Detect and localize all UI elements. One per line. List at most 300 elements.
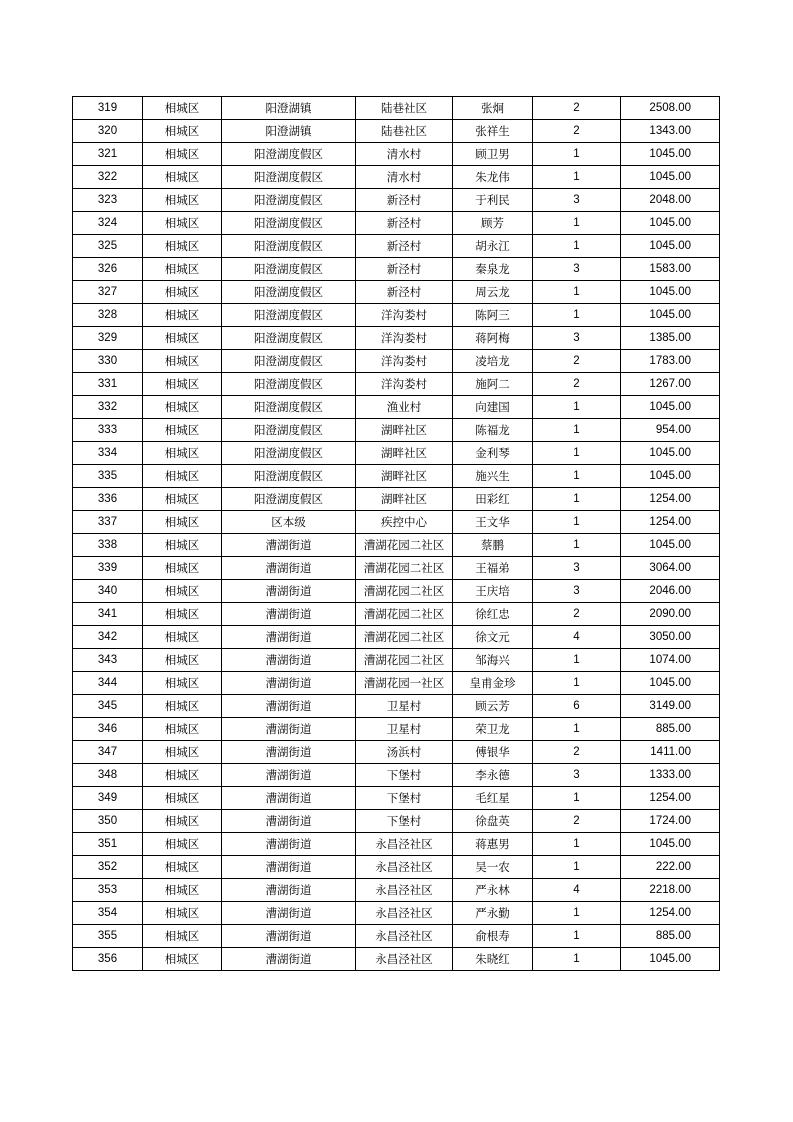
amount-cell: 1267.00 — [621, 373, 720, 396]
table-row — [73, 902, 720, 925]
household-count-cell: 1 — [533, 902, 621, 925]
district-cell: 相城区 — [143, 856, 222, 879]
table-row — [73, 695, 720, 718]
name-cell: 王文华 — [453, 511, 533, 534]
district-cell: 相城区 — [143, 258, 222, 281]
amount-cell: 3050.00 — [621, 626, 720, 649]
town-cell: 阳澄湖度假区 — [222, 419, 356, 442]
name-cell: 秦泉龙 — [453, 258, 533, 281]
town-cell: 阳澄湖度假区 — [222, 350, 356, 373]
row-number-cell: 353 — [73, 879, 143, 902]
town-cell: 漕湖街道 — [222, 649, 356, 672]
district-cell: 相城区 — [143, 442, 222, 465]
name-cell: 傅银华 — [453, 741, 533, 764]
amount-cell: 1045.00 — [621, 212, 720, 235]
table-row — [73, 741, 720, 764]
community-cell: 湖畔社区 — [356, 488, 453, 511]
community-cell: 永昌泾社区 — [356, 856, 453, 879]
row-number-cell: 330 — [73, 350, 143, 373]
household-count-cell: 2 — [533, 373, 621, 396]
name-cell: 毛红星 — [453, 787, 533, 810]
district-cell: 相城区 — [143, 143, 222, 166]
amount-cell: 2218.00 — [621, 879, 720, 902]
name-cell: 陈阿三 — [453, 304, 533, 327]
table-row — [73, 258, 720, 281]
name-cell: 周云龙 — [453, 281, 533, 304]
community-cell: 陆巷社区 — [356, 120, 453, 143]
amount-cell: 1045.00 — [621, 281, 720, 304]
community-cell: 卫星村 — [356, 695, 453, 718]
town-cell: 漕湖街道 — [222, 672, 356, 695]
data-table — [72, 96, 720, 971]
household-count-cell: 1 — [533, 166, 621, 189]
community-cell: 新泾村 — [356, 235, 453, 258]
name-cell: 俞根寿 — [453, 925, 533, 948]
row-number-cell: 355 — [73, 925, 143, 948]
district-cell: 相城区 — [143, 235, 222, 258]
name-cell: 张炯 — [453, 97, 533, 120]
table-row — [73, 833, 720, 856]
table-row — [73, 557, 720, 580]
row-number-cell: 349 — [73, 787, 143, 810]
community-cell: 湖畔社区 — [356, 465, 453, 488]
name-cell: 荣卫龙 — [453, 718, 533, 741]
name-cell: 皇甫金珍 — [453, 672, 533, 695]
town-cell: 区本级 — [222, 511, 356, 534]
town-cell: 漕湖街道 — [222, 948, 356, 971]
row-number-cell: 324 — [73, 212, 143, 235]
name-cell: 于利民 — [453, 189, 533, 212]
household-count-cell: 1 — [533, 718, 621, 741]
row-number-cell: 327 — [73, 281, 143, 304]
household-count-cell: 3 — [533, 557, 621, 580]
town-cell: 阳澄湖度假区 — [222, 166, 356, 189]
amount-cell: 1724.00 — [621, 810, 720, 833]
amount-cell: 1343.00 — [621, 120, 720, 143]
community-cell: 漕湖花园一社区 — [356, 672, 453, 695]
community-cell: 湖畔社区 — [356, 442, 453, 465]
row-number-cell: 323 — [73, 189, 143, 212]
table-row — [73, 419, 720, 442]
table-row — [73, 304, 720, 327]
table-row — [73, 442, 720, 465]
town-cell: 阳澄湖度假区 — [222, 281, 356, 304]
household-count-cell: 1 — [533, 787, 621, 810]
name-cell: 张祥生 — [453, 120, 533, 143]
town-cell: 漕湖街道 — [222, 879, 356, 902]
district-cell: 相城区 — [143, 649, 222, 672]
town-cell: 阳澄湖度假区 — [222, 488, 356, 511]
household-count-cell: 3 — [533, 580, 621, 603]
household-count-cell: 2 — [533, 350, 621, 373]
town-cell: 漕湖街道 — [222, 718, 356, 741]
table-row — [73, 281, 720, 304]
town-cell: 漕湖街道 — [222, 741, 356, 764]
row-number-cell: 356 — [73, 948, 143, 971]
row-number-cell: 319 — [73, 97, 143, 120]
name-cell: 陈福龙 — [453, 419, 533, 442]
amount-cell: 2090.00 — [621, 603, 720, 626]
town-cell: 阳澄湖度假区 — [222, 442, 356, 465]
household-count-cell: 1 — [533, 235, 621, 258]
row-number-cell: 328 — [73, 304, 143, 327]
row-number-cell: 340 — [73, 580, 143, 603]
community-cell: 新泾村 — [356, 212, 453, 235]
table-row — [73, 649, 720, 672]
name-cell: 严永林 — [453, 879, 533, 902]
name-cell: 王福弟 — [453, 557, 533, 580]
community-cell: 下堡村 — [356, 787, 453, 810]
district-cell: 相城区 — [143, 97, 222, 120]
amount-cell: 1074.00 — [621, 649, 720, 672]
table-row — [73, 396, 720, 419]
table-row — [73, 580, 720, 603]
table-row — [73, 879, 720, 902]
household-count-cell: 1 — [533, 925, 621, 948]
row-number-cell: 341 — [73, 603, 143, 626]
district-cell: 相城区 — [143, 925, 222, 948]
amount-cell: 1783.00 — [621, 350, 720, 373]
district-cell: 相城区 — [143, 534, 222, 557]
amount-cell: 1254.00 — [621, 488, 720, 511]
table-row — [73, 327, 720, 350]
row-number-cell: 351 — [73, 833, 143, 856]
community-cell: 新泾村 — [356, 281, 453, 304]
name-cell: 王庆培 — [453, 580, 533, 603]
amount-cell: 2046.00 — [621, 580, 720, 603]
district-cell: 相城区 — [143, 787, 222, 810]
name-cell: 向建国 — [453, 396, 533, 419]
community-cell: 漕湖花园二社区 — [356, 534, 453, 557]
town-cell: 阳澄湖度假区 — [222, 143, 356, 166]
community-cell: 漕湖花园二社区 — [356, 603, 453, 626]
name-cell: 蔡鹏 — [453, 534, 533, 557]
community-cell: 漕湖花园二社区 — [356, 580, 453, 603]
household-count-cell: 1 — [533, 948, 621, 971]
name-cell: 李永德 — [453, 764, 533, 787]
household-count-cell: 4 — [533, 879, 621, 902]
town-cell: 阳澄湖度假区 — [222, 465, 356, 488]
row-number-cell: 329 — [73, 327, 143, 350]
community-cell: 洋沟娄村 — [356, 304, 453, 327]
town-cell: 阳澄湖镇 — [222, 120, 356, 143]
table-row — [73, 787, 720, 810]
household-count-cell: 1 — [533, 212, 621, 235]
household-count-cell: 1 — [533, 649, 621, 672]
household-count-cell: 1 — [533, 534, 621, 557]
row-number-cell: 336 — [73, 488, 143, 511]
community-cell: 洋沟娄村 — [356, 327, 453, 350]
district-cell: 相城区 — [143, 741, 222, 764]
household-count-cell: 3 — [533, 189, 621, 212]
household-count-cell: 2 — [533, 810, 621, 833]
community-cell: 永昌泾社区 — [356, 902, 453, 925]
household-count-cell: 2 — [533, 120, 621, 143]
row-number-cell: 348 — [73, 764, 143, 787]
household-count-cell: 2 — [533, 603, 621, 626]
town-cell: 阳澄湖度假区 — [222, 189, 356, 212]
district-cell: 相城区 — [143, 350, 222, 373]
table-row — [73, 488, 720, 511]
amount-cell: 1411.00 — [621, 741, 720, 764]
row-number-cell: 344 — [73, 672, 143, 695]
town-cell: 漕湖街道 — [222, 833, 356, 856]
table-row — [73, 810, 720, 833]
household-count-cell: 6 — [533, 695, 621, 718]
household-count-cell: 1 — [533, 672, 621, 695]
community-cell: 清水村 — [356, 143, 453, 166]
household-count-cell: 1 — [533, 281, 621, 304]
row-number-cell: 354 — [73, 902, 143, 925]
row-number-cell: 338 — [73, 534, 143, 557]
name-cell: 邹海兴 — [453, 649, 533, 672]
table-row — [73, 925, 720, 948]
name-cell: 施阿二 — [453, 373, 533, 396]
amount-cell: 222.00 — [621, 856, 720, 879]
row-number-cell: 321 — [73, 143, 143, 166]
district-cell: 相城区 — [143, 810, 222, 833]
row-number-cell: 352 — [73, 856, 143, 879]
household-count-cell: 1 — [533, 465, 621, 488]
town-cell: 阳澄湖度假区 — [222, 304, 356, 327]
table-row — [73, 948, 720, 971]
table-row — [73, 465, 720, 488]
district-cell: 相城区 — [143, 764, 222, 787]
table-row — [73, 856, 720, 879]
community-cell: 湖畔社区 — [356, 419, 453, 442]
community-cell: 下堡村 — [356, 810, 453, 833]
row-number-cell: 337 — [73, 511, 143, 534]
community-cell: 洋沟娄村 — [356, 350, 453, 373]
table-row — [73, 166, 720, 189]
district-cell: 相城区 — [143, 419, 222, 442]
household-count-cell: 1 — [533, 856, 621, 879]
row-number-cell: 343 — [73, 649, 143, 672]
community-cell: 永昌泾社区 — [356, 948, 453, 971]
table-body — [73, 97, 720, 971]
amount-cell: 1045.00 — [621, 396, 720, 419]
amount-cell: 1254.00 — [621, 902, 720, 925]
town-cell: 漕湖街道 — [222, 902, 356, 925]
amount-cell: 1045.00 — [621, 833, 720, 856]
community-cell: 漕湖花园二社区 — [356, 557, 453, 580]
community-cell: 陆巷社区 — [356, 97, 453, 120]
district-cell: 相城区 — [143, 626, 222, 649]
row-number-cell: 326 — [73, 258, 143, 281]
community-cell: 清水村 — [356, 166, 453, 189]
community-cell: 永昌泾社区 — [356, 879, 453, 902]
community-cell: 新泾村 — [356, 189, 453, 212]
town-cell: 阳澄湖度假区 — [222, 373, 356, 396]
amount-cell: 885.00 — [621, 718, 720, 741]
name-cell: 严永勤 — [453, 902, 533, 925]
amount-cell: 3064.00 — [621, 557, 720, 580]
amount-cell: 1045.00 — [621, 143, 720, 166]
town-cell: 漕湖街道 — [222, 603, 356, 626]
row-number-cell: 339 — [73, 557, 143, 580]
table-row — [73, 97, 720, 120]
table-row — [73, 235, 720, 258]
district-cell: 相城区 — [143, 166, 222, 189]
town-cell: 阳澄湖度假区 — [222, 235, 356, 258]
name-cell: 顾云芳 — [453, 695, 533, 718]
name-cell: 吴一农 — [453, 856, 533, 879]
table-row — [73, 120, 720, 143]
town-cell: 阳澄湖度假区 — [222, 258, 356, 281]
household-count-cell: 1 — [533, 442, 621, 465]
community-cell: 疾控中心 — [356, 511, 453, 534]
household-count-cell: 2 — [533, 741, 621, 764]
amount-cell: 885.00 — [621, 925, 720, 948]
name-cell: 蒋惠男 — [453, 833, 533, 856]
table-row — [73, 189, 720, 212]
name-cell: 徐红忠 — [453, 603, 533, 626]
name-cell: 施兴生 — [453, 465, 533, 488]
community-cell: 洋沟娄村 — [356, 373, 453, 396]
town-cell: 漕湖街道 — [222, 856, 356, 879]
row-number-cell: 350 — [73, 810, 143, 833]
district-cell: 相城区 — [143, 120, 222, 143]
amount-cell: 1045.00 — [621, 304, 720, 327]
amount-cell: 1045.00 — [621, 166, 720, 189]
district-cell: 相城区 — [143, 695, 222, 718]
district-cell: 相城区 — [143, 373, 222, 396]
town-cell: 阳澄湖度假区 — [222, 327, 356, 350]
town-cell: 漕湖街道 — [222, 695, 356, 718]
amount-cell: 2048.00 — [621, 189, 720, 212]
row-number-cell: 335 — [73, 465, 143, 488]
row-number-cell: 322 — [73, 166, 143, 189]
row-number-cell: 347 — [73, 741, 143, 764]
district-cell: 相城区 — [143, 833, 222, 856]
table-row — [73, 764, 720, 787]
table-row — [73, 672, 720, 695]
household-count-cell: 1 — [533, 143, 621, 166]
table-row — [73, 511, 720, 534]
district-cell: 相城区 — [143, 465, 222, 488]
community-cell: 永昌泾社区 — [356, 925, 453, 948]
district-cell: 相城区 — [143, 902, 222, 925]
community-cell: 永昌泾社区 — [356, 833, 453, 856]
row-number-cell: 342 — [73, 626, 143, 649]
household-count-cell: 2 — [533, 97, 621, 120]
amount-cell: 1045.00 — [621, 948, 720, 971]
amount-cell: 1385.00 — [621, 327, 720, 350]
household-count-cell: 1 — [533, 833, 621, 856]
district-cell: 相城区 — [143, 304, 222, 327]
town-cell: 漕湖街道 — [222, 534, 356, 557]
name-cell: 朱龙伟 — [453, 166, 533, 189]
household-count-cell: 3 — [533, 258, 621, 281]
row-number-cell: 331 — [73, 373, 143, 396]
amount-cell: 1045.00 — [621, 465, 720, 488]
district-cell: 相城区 — [143, 212, 222, 235]
name-cell: 顾卫男 — [453, 143, 533, 166]
district-cell: 相城区 — [143, 718, 222, 741]
amount-cell: 1045.00 — [621, 534, 720, 557]
district-cell: 相城区 — [143, 281, 222, 304]
town-cell: 漕湖街道 — [222, 557, 356, 580]
town-cell: 漕湖街道 — [222, 764, 356, 787]
district-cell: 相城区 — [143, 396, 222, 419]
town-cell: 漕湖街道 — [222, 787, 356, 810]
town-cell: 漕湖街道 — [222, 925, 356, 948]
household-count-cell: 3 — [533, 327, 621, 350]
amount-cell: 2508.00 — [621, 97, 720, 120]
name-cell: 顾芳 — [453, 212, 533, 235]
household-count-cell: 1 — [533, 511, 621, 534]
district-cell: 相城区 — [143, 511, 222, 534]
district-cell: 相城区 — [143, 488, 222, 511]
district-cell: 相城区 — [143, 672, 222, 695]
district-cell: 相城区 — [143, 327, 222, 350]
name-cell: 凌培龙 — [453, 350, 533, 373]
town-cell: 阳澄湖度假区 — [222, 396, 356, 419]
community-cell: 下堡村 — [356, 764, 453, 787]
table-row — [73, 143, 720, 166]
name-cell: 田彩红 — [453, 488, 533, 511]
table-row — [73, 718, 720, 741]
table-row — [73, 626, 720, 649]
row-number-cell: 334 — [73, 442, 143, 465]
household-count-cell: 1 — [533, 419, 621, 442]
household-count-cell: 4 — [533, 626, 621, 649]
district-cell: 相城区 — [143, 557, 222, 580]
row-number-cell: 320 — [73, 120, 143, 143]
household-count-cell: 1 — [533, 488, 621, 511]
district-cell: 相城区 — [143, 189, 222, 212]
town-cell: 漕湖街道 — [222, 626, 356, 649]
table-row — [73, 534, 720, 557]
table-row — [73, 350, 720, 373]
table-row — [73, 603, 720, 626]
community-cell: 卫星村 — [356, 718, 453, 741]
amount-cell: 1254.00 — [621, 787, 720, 810]
amount-cell: 1045.00 — [621, 235, 720, 258]
community-cell: 汤浜村 — [356, 741, 453, 764]
district-cell: 相城区 — [143, 879, 222, 902]
amount-cell: 3149.00 — [621, 695, 720, 718]
name-cell: 朱晓红 — [453, 948, 533, 971]
community-cell: 漕湖花园二社区 — [356, 649, 453, 672]
row-number-cell: 332 — [73, 396, 143, 419]
name-cell: 胡永江 — [453, 235, 533, 258]
row-number-cell: 345 — [73, 695, 143, 718]
name-cell: 蒋阿梅 — [453, 327, 533, 350]
amount-cell: 1045.00 — [621, 672, 720, 695]
amount-cell: 1583.00 — [621, 258, 720, 281]
district-cell: 相城区 — [143, 603, 222, 626]
household-count-cell: 1 — [533, 304, 621, 327]
row-number-cell: 346 — [73, 718, 143, 741]
amount-cell: 1045.00 — [621, 442, 720, 465]
town-cell: 漕湖街道 — [222, 810, 356, 833]
row-number-cell: 325 — [73, 235, 143, 258]
table-row — [73, 212, 720, 235]
community-cell: 漕湖花园二社区 — [356, 626, 453, 649]
district-cell: 相城区 — [143, 948, 222, 971]
table-row — [73, 373, 720, 396]
district-cell: 相城区 — [143, 580, 222, 603]
amount-cell: 954.00 — [621, 419, 720, 442]
town-cell: 阳澄湖镇 — [222, 97, 356, 120]
community-cell: 新泾村 — [356, 258, 453, 281]
household-count-cell: 3 — [533, 764, 621, 787]
town-cell: 漕湖街道 — [222, 580, 356, 603]
name-cell: 徐盘英 — [453, 810, 533, 833]
amount-cell: 1254.00 — [621, 511, 720, 534]
town-cell: 阳澄湖度假区 — [222, 212, 356, 235]
